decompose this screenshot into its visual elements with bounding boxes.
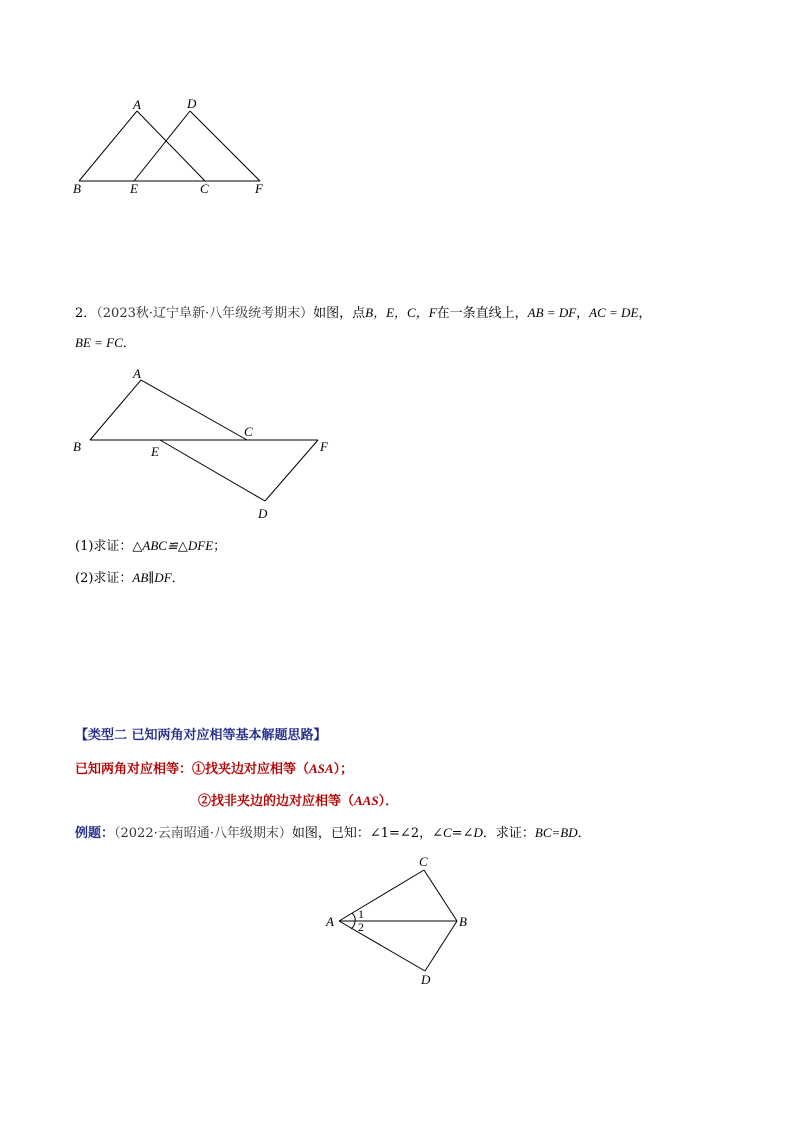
problem-text-mid: 在一条直线上， [436,306,528,321]
problem-points: B，E，C，F [365,305,437,320]
segment-DF [265,440,318,501]
problem-end: ． [122,336,136,351]
label-A: A [133,366,141,381]
segment-DB [425,921,457,971]
figure-2 [0,360,794,530]
segment-BA [79,111,137,181]
segment-DF [190,111,260,181]
method-line-1 [75,760,353,779]
example-text-mid: ．求证： [482,826,535,841]
angle-label-2: 2 [358,920,364,934]
segment-ED [134,111,190,181]
condition-1: AB = DF [527,305,577,320]
q2-prefix: (2)求证： [75,571,133,586]
label-D: D [258,506,268,521]
segment-ED [160,440,265,501]
separator-2: ， [638,306,652,321]
problem-2-statement-cont [75,334,136,353]
method-1-math: ASA [309,761,334,776]
method-line-2 [198,792,398,811]
label-C: C [200,181,209,196]
q1-suffix: ； [213,539,227,554]
label-F: F [255,181,263,196]
example-label: 例题： [75,826,115,841]
method-1-pre: 已知两角对应相等：①找夹边对应相等（ [75,762,310,777]
label-B: B [73,181,81,196]
angle-arc-1 [352,913,355,921]
example-goal: BC=BD [534,825,578,840]
example-statement [75,824,591,843]
label-E: E [130,181,138,196]
segment-AC [141,380,247,440]
problem-2-statement [75,304,651,323]
question-1 [75,537,226,556]
section-heading: 【类型二 已知两角对应相等基本解题思路】 [75,728,327,743]
method-2-pre: ②找非夹边的边对应相等（ [198,794,355,809]
problem-text-pre: 如图，点 [313,306,366,321]
condition-2: AC = DE [589,305,639,320]
q1-prefix: (1)求证： [75,539,133,554]
method-2-post: ）． [378,794,399,809]
angle-label-1: 1 [358,907,364,921]
label-E: E [151,444,159,459]
label-C: C [419,854,428,869]
example-d: D [473,825,483,840]
example-end: ． [577,826,591,841]
method-2-math: AAS [354,793,379,808]
example-text-pre: 如图，已知：∠1=∠2，∠ [291,826,443,841]
method-1-post: ）； [333,762,354,777]
segment-CB [424,870,457,921]
problem-number: 2． [75,306,97,321]
label-D: D [187,96,197,111]
example-eq: =∠ [451,826,474,841]
figure-3 [0,850,794,1000]
separator-1: ， [576,306,590,321]
label-F: F [320,439,328,454]
condition-3: BE = FC [75,335,123,350]
label-A: A [133,97,141,112]
q1-math: △ABC≌△DFE [132,538,214,553]
label-B: B [73,439,81,454]
label-C: C [244,424,253,439]
segment-BA [90,380,141,440]
label-D: D [421,972,431,987]
example-source: （2022·云南昭通·八年级期末） [114,826,292,841]
q2-suffix: ． [171,571,185,586]
segment-AC [137,111,205,181]
example-c: C [443,825,452,840]
q2-math: AB∥DF [132,570,172,585]
question-2 [75,569,185,588]
figure-1 [0,0,794,220]
problem-source: （2023秋·辽宁阜新·八年级统考期末） [96,306,314,321]
label-A: A [326,914,334,929]
label-B: B [459,914,467,929]
